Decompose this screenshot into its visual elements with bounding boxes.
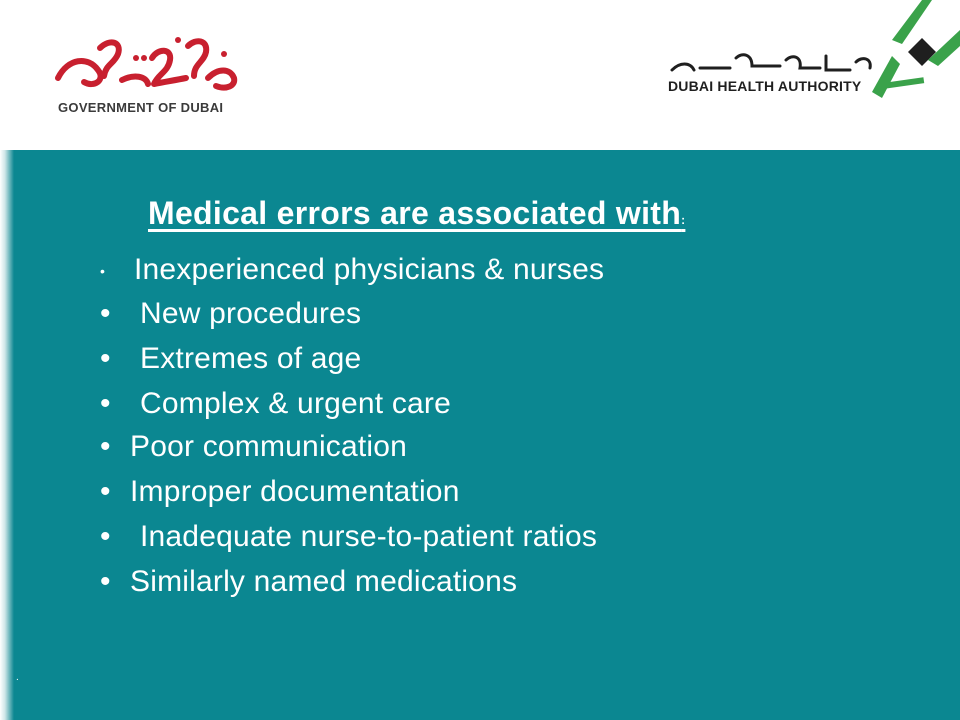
slide-title-colon: : [681,213,686,227]
footer-mark: . [16,672,19,683]
bullet-text: Poor communication [130,430,408,463]
bullet-item [100,475,460,509]
bullet-text: New procedures [140,297,362,330]
slide-header [0,0,960,158]
bullet-item [100,253,604,287]
gov-logo-calligraphy-icon [48,18,248,100]
dha-logo-text: DUBAI HEALTH AUTHORITY [668,78,862,94]
bullet-marker: • [100,297,111,330]
bullet-marker: • [100,342,111,375]
bullet-marker: • [100,263,106,280]
slide-title-text: Medical errors are associated with [148,195,682,231]
bullet-item [100,430,407,464]
bullet-item [100,297,361,331]
bullet-marker: • [100,387,111,420]
bullet-marker: • [100,475,111,508]
bullet-marker: • [100,520,111,553]
bullet-text: Inexperienced physicians & nurses [134,253,605,286]
bullet-text: Similarly named medications [130,565,518,598]
bullet-text: Improper documentation [130,475,460,508]
bullet-item [100,342,361,376]
bullet-text: Inadequate nurse-to-patient ratios [140,520,598,553]
slide-title [148,195,685,232]
dubai-health-authority-logo [660,0,960,110]
gov-logo-text: GOVERNMENT OF DUBAI [58,100,224,115]
bullet-text: Extremes of age [140,342,362,375]
government-of-dubai-logo [48,18,248,118]
bullet-marker: • [100,430,111,463]
bullet-item [100,387,451,421]
bullet-item [100,565,517,599]
bullet-marker: • [100,565,111,598]
bullet-item [100,520,597,554]
bullet-text: Complex & urgent care [140,387,452,420]
panel-edge-fade [0,150,14,720]
